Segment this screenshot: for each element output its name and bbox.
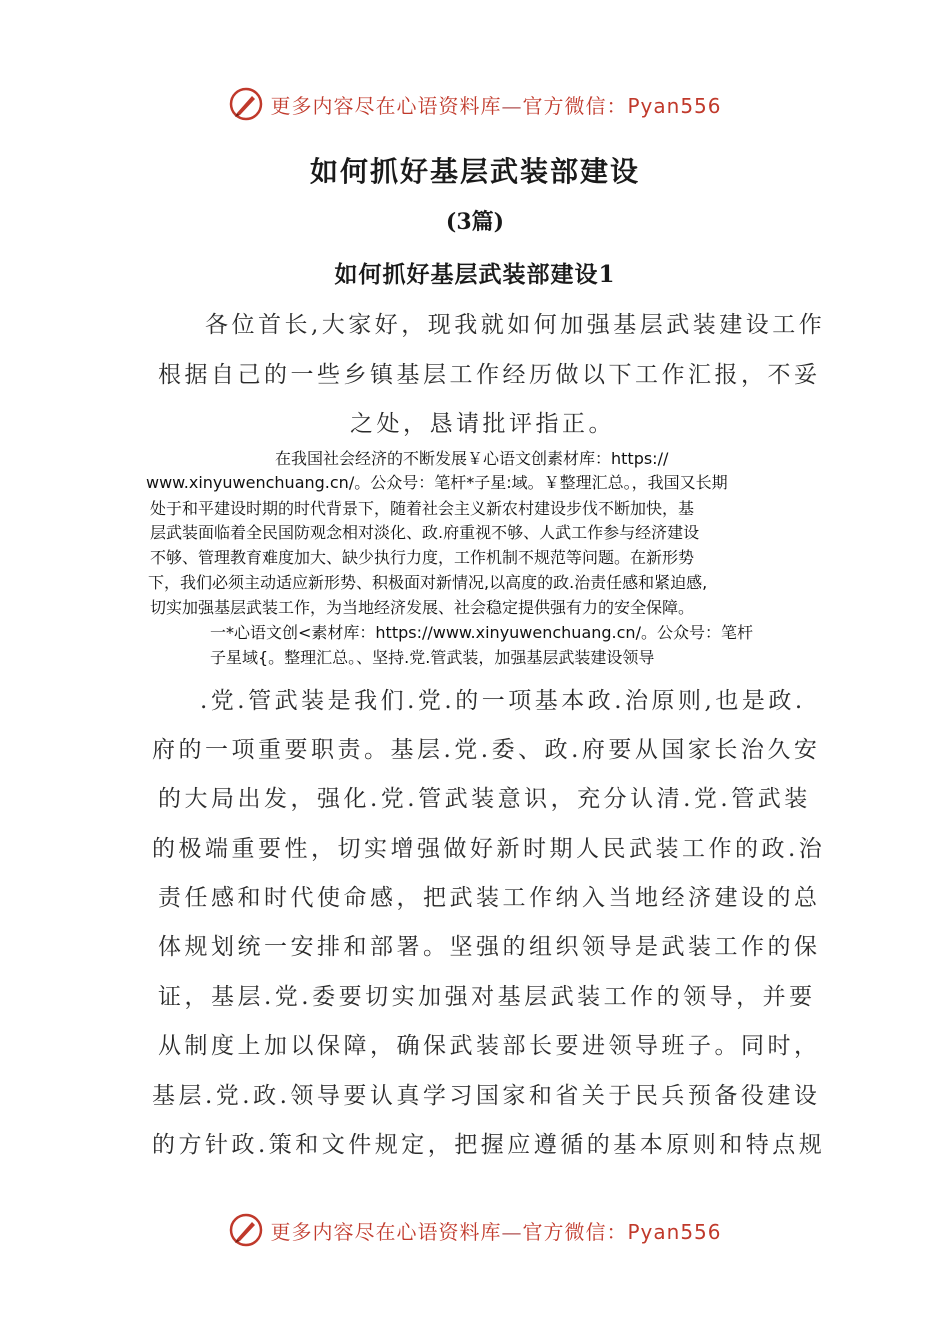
body-line: 证，基层.党.委要切实加强对基层武装工作的领导，并要	[158, 984, 816, 1010]
pen-logo-icon	[228, 1212, 264, 1248]
small-text-line: www.xinyuwenchuang.cn/。公众号：笔杆*子星:域。￥整理汇总。，我国又长期	[146, 473, 728, 492]
body-line: 的极端重要性，切实增强做好新时期人民武装工作的政.治	[152, 836, 826, 862]
small-text-line: 切实加强基层武装工作，为当地经济发展、社会稳定提供强有力的安全保障。	[150, 598, 695, 617]
body-line: 的大局出发，强化.党.管武装意识，充分认清.党.管武装	[158, 786, 811, 812]
small-text-line: 下，我们必须主动适应新形势、积极面对新情况,以高度的政.治责任感和紧迫感,	[148, 573, 708, 592]
small-text-line: 在我国社会经济的不断发展￥心语文创素材库：https://	[275, 449, 669, 468]
body-line: 的方针政.策和文件规定，把握应遵循的基本原则和特点规	[152, 1132, 826, 1158]
intro-line: 各位首长,大家好，现我就如何加强基层武装建设工作	[205, 312, 826, 338]
banner-text: 更多内容尽在心语资料库—官方微信：Pyan556	[270, 93, 722, 118]
small-text-line: 处于和平建设时期的时代背景下，随着社会主义新农村建设步伐不断加快，基	[150, 499, 695, 518]
document-title: 如何抓好基层武装部建设	[309, 155, 640, 188]
body-line: .党.管武装是我们.党.的一项基本政.治原则,也是政.	[200, 688, 806, 714]
document-subtitle: (3篇)	[445, 209, 505, 235]
header-banner	[0, 84, 950, 124]
body-line: 从制度上加以保障，确保武装部长要进领导班子。同时，	[158, 1033, 821, 1059]
section-heading: 如何抓好基层武装部建设1	[334, 261, 616, 288]
banner-text: 更多内容尽在心语资料库—官方微信：Pyan556	[270, 1219, 722, 1244]
pen-logo-icon	[228, 86, 264, 122]
body-line: 府的一项重要职责。基层.党.委、政.府要从国家长治久安	[152, 737, 821, 763]
footer-banner	[0, 1210, 950, 1250]
small-text-line: 不够、管理教育难度加大、缺少执行力度，工作机制不规范等问题。在新形势	[150, 548, 695, 567]
intro-line: 之处，恳请批评指正。	[350, 411, 615, 437]
body-line: 责任感和时代使命感，把武装工作纳入当地经济建设的总	[158, 885, 821, 911]
small-text-line: 子星域{。整理汇总。、坚持.党.管武装，加强基层武装建设领导	[210, 648, 655, 667]
small-text-line: 一*心语文创<素材库：https://www.xinyuwenchuang.cn/。公众号：笔杆	[210, 623, 753, 642]
body-line: 体规划统一安排和部署。坚强的组织领导是武装工作的保	[158, 934, 821, 960]
intro-line: 根据自己的一些乡镇基层工作经历做以下工作汇报，不妥	[158, 362, 821, 388]
body-line: 基层.党.政.领导要认真学习国家和省关于民兵预备役建设	[152, 1083, 821, 1109]
small-text-line: 层武装面临着全民国防观念相对淡化、政.府重视不够、人武工作参与经济建设	[150, 523, 700, 542]
